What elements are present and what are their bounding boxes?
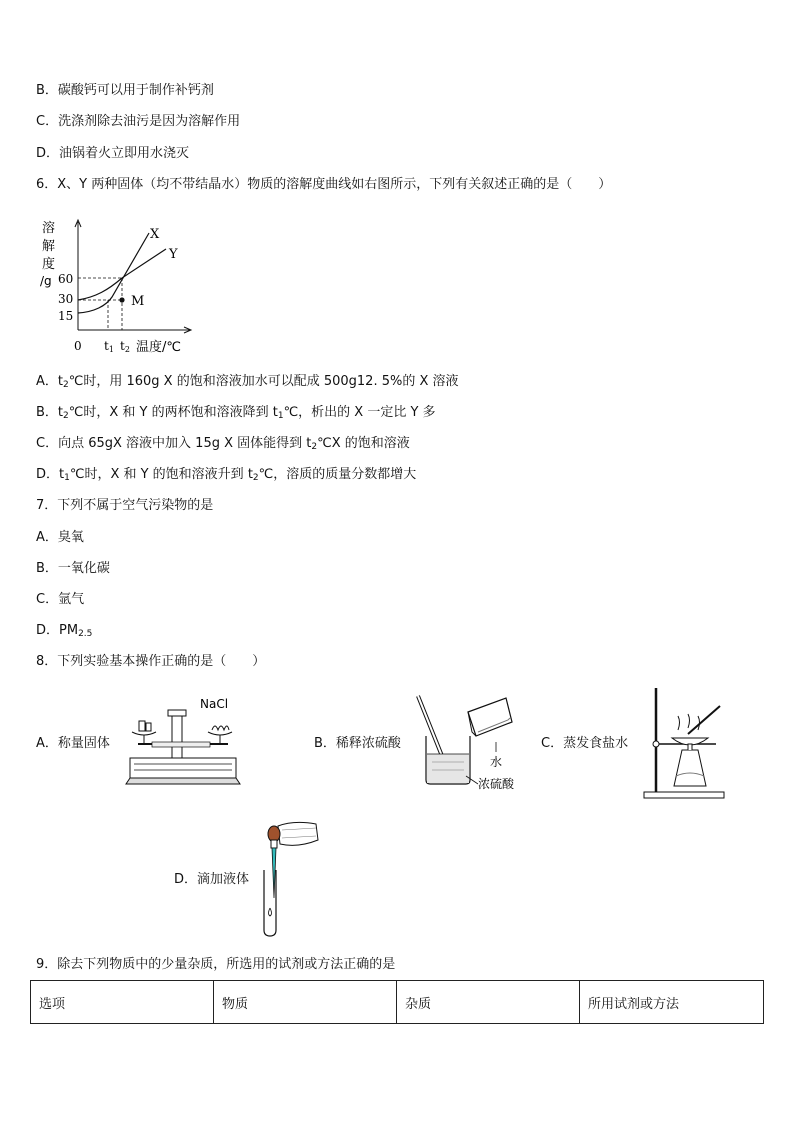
q5-option-d: D．油锅着火立即用水浇灭 [36,146,190,161]
y-axis-label-2: 解 [42,239,56,254]
curve-x-label: X [150,227,160,242]
y-axis-label-4: /g [40,274,52,288]
q8-option-b-label: B．稀释浓硫酸 [314,736,401,751]
table-header-cell: 物质 [214,981,397,1024]
table-header-cell: 杂质 [397,981,580,1024]
q9-table [30,980,764,1024]
q5-option-b: B．碳酸钙可以用于制作补钙剂 [36,83,214,98]
dilution-illustration [410,692,530,792]
x-origin: 0 [74,339,82,353]
y-axis-label-3: 度 [42,257,56,272]
water-label: 水 [490,755,503,769]
curve-y-label: Y [169,247,178,262]
q8-option-a-label: A．称量固体 [36,736,110,751]
q6-option-d: D．$t_1℃$时，X 和 Y 的饱和溶液升到 $t_2℃$，溶质的质量分数都增大 [36,467,417,483]
q6-option-c: C．向点 65gX 溶液中加入 15g X 固体能得到 $t_2℃X$ 的饱和溶液 [36,436,410,452]
y-tick-15: 15 [58,309,74,323]
q5-option-c: C．洗涤剂除去油污是因为溶解作用 [36,114,241,129]
table-header-row [31,981,764,1024]
q8-stem: 8．下列实验基本操作正确的是（ ） [36,654,266,669]
balance-illustration [124,692,244,787]
curve-y [78,249,166,300]
q8-option-d-label: D．滴加液体 [174,872,250,887]
q8-option-c-label: C．蒸发食盐水 [541,736,629,751]
y-tick-60: 60 [58,272,74,286]
q6-option-a: A．$t_2℃$时，用 160g X 的饱和溶液加水可以配成 500g12. 5%的 X 溶液 [36,374,459,390]
acid-label: 浓硫酸 [478,777,515,791]
y-tick-30: 30 [58,292,74,306]
evaporation-illustration [642,686,732,802]
nacl-label: NaCl [200,697,229,711]
q6-stem: 6．X、Y 两种固体（均不带结晶水）物质的溶解度曲线如右图所示，下列有关叙述正确的是（ ） [36,177,612,192]
y-axis-label-1: 溶 [42,221,56,236]
x-tick-t2: t2 [120,339,130,354]
solubility-graph [36,212,206,360]
q7-option-d: D．$PM_{2.5}$ [36,623,93,639]
point-m-label: M [131,294,145,309]
q6-option-b: B．$t_2℃$时，X 和 Y 的两杯饱和溶液降到 $t_1℃$，析出的 X 一定比 Y 多 [36,405,436,421]
q7-option-a: A．臭氧 [36,530,84,545]
x-tick-t1: t1 [104,339,114,354]
q7-stem: 7．下列不属于空气污染物的是 [36,498,214,513]
point-m [119,297,124,302]
table-header-cell: 选项 [31,981,214,1024]
dropper-illustration [258,818,322,940]
table-header-cell: 所用试剂或方法 [580,981,764,1024]
q7-option-b: B．一氧化碳 [36,561,110,576]
q7-option-c: C．氩气 [36,592,85,607]
x-axis-label: 温度/℃ [136,340,181,355]
q9-stem: 9．除去下列物质中的少量杂质，所选用的试剂或方法正确的是 [36,957,396,972]
